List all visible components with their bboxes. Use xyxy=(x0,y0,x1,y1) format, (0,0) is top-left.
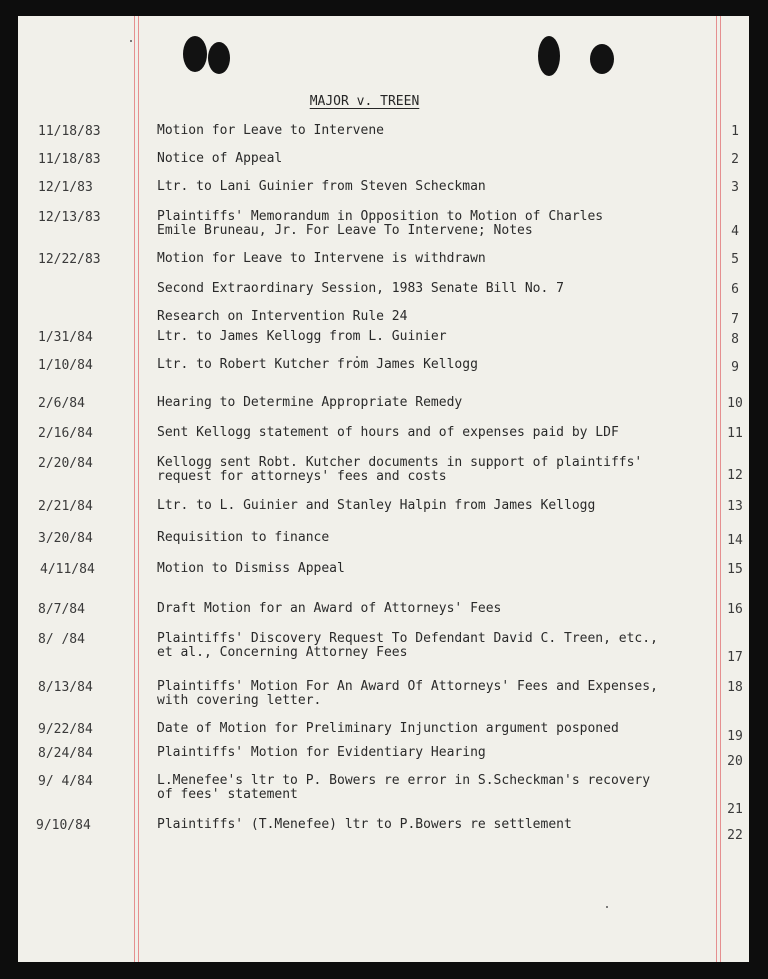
entry-date: 2/20/84 xyxy=(38,456,93,471)
entry-number: 6 xyxy=(731,282,739,297)
entry-date: 9/10/84 xyxy=(36,818,91,833)
entry-row xyxy=(18,456,749,496)
entry-date: 2/6/84 xyxy=(38,396,85,411)
entry-description: Kellogg sent Robt. Kutcher documents in support of plaintiffs' request for attorneys' fees and costs xyxy=(157,455,643,484)
entry-description: L.Menefee's ltr to P. Bowers re error in S.Scheckman's recovery of fees' statement xyxy=(157,773,651,802)
entry-description: Ltr. to L. Guinier and Stanley Halpin from James Kellogg xyxy=(157,498,596,513)
entry-number: 9 xyxy=(731,360,739,375)
entry-date: 12/22/83 xyxy=(38,252,101,267)
entry-description: Hearing to Determine Appropriate Remedy xyxy=(157,395,463,410)
entry-number: 3 xyxy=(731,180,739,195)
entry-row xyxy=(18,632,749,672)
entry-number: 16 xyxy=(727,602,743,617)
document-title xyxy=(18,94,749,109)
entry-description: Plaintiffs' Discovery Request To Defendant David C. Treen, etc., et al., Concerning Attorney Fees xyxy=(157,631,658,660)
entry-date: 8/ /84 xyxy=(38,632,85,647)
entry-number: 20 xyxy=(727,754,743,769)
document-title-text: MAJOR v. TREEN xyxy=(309,94,420,109)
entry-number: 17 xyxy=(727,650,743,665)
entry-date: 9/22/84 xyxy=(38,722,93,737)
entry-number: 1 xyxy=(731,124,739,139)
punch-hole xyxy=(538,36,560,76)
entry-number: 13 xyxy=(727,499,743,514)
entry-number: 8 xyxy=(731,332,739,347)
entry-row xyxy=(18,773,749,817)
entry-date: 12/1/83 xyxy=(38,180,93,195)
entry-row xyxy=(18,680,749,720)
entry-description: Sent Kellogg statement of hours and of expenses paid by LDF xyxy=(157,425,619,440)
paper-speck xyxy=(130,40,132,42)
entry-number: 5 xyxy=(731,252,739,267)
paper-speck xyxy=(606,906,608,908)
entry-row xyxy=(18,818,749,858)
entry-description: Notice of Appeal xyxy=(157,151,283,166)
entry-row xyxy=(18,562,749,602)
entry-description: Date of Motion for Preliminary Injunction argument posponed xyxy=(157,721,619,736)
entry-number: 22 xyxy=(727,828,743,843)
punch-hole xyxy=(590,44,614,74)
entry-number: 21 xyxy=(727,802,743,817)
entry-date: 12/13/83 xyxy=(38,210,101,225)
entry-number: 2 xyxy=(731,152,739,167)
entry-description: Motion to Dismiss Appeal xyxy=(157,561,345,576)
entry-number: 18 xyxy=(727,680,743,695)
entry-number: 11 xyxy=(727,426,743,441)
entry-number: 10 xyxy=(727,396,743,411)
entry-date: 8/13/84 xyxy=(38,680,93,695)
entry-date: 9/ 4/84 xyxy=(38,774,93,789)
entry-description: Research on Intervention Rule 24 xyxy=(157,309,408,324)
entry-description: Motion for Leave to Intervene xyxy=(157,123,384,138)
entry-date: 1/10/84 xyxy=(38,358,93,373)
entry-description: Plaintiffs' Memorandum in Opposition to Motion of Charles Emile Bruneau, Jr. For Leave To Intervene; Notes xyxy=(157,209,604,238)
entry-date: 8/7/84 xyxy=(38,602,85,617)
entry-date: 2/21/84 xyxy=(38,499,93,514)
entry-number: 19 xyxy=(727,729,743,744)
entry-date: 1/31/84 xyxy=(38,330,93,345)
entry-description: Ltr. to Robert Kutcher from James Kellogg xyxy=(157,357,478,372)
entry-number: 14 xyxy=(727,533,743,548)
entry-number: 7 xyxy=(731,312,739,327)
entry-description: Ltr. to Lani Guinier from Steven Scheckman xyxy=(157,179,486,194)
entry-date: 2/16/84 xyxy=(38,426,93,441)
entry-description: Plaintiffs' Motion For An Award Of Attorneys' Fees and Expenses, with covering letter. xyxy=(157,679,658,708)
entry-number: 12 xyxy=(727,468,743,483)
entry-date: 3/20/84 xyxy=(38,531,93,546)
punch-hole xyxy=(208,42,230,74)
entry-date: 4/11/84 xyxy=(40,562,95,577)
entry-description: Plaintiffs' Motion for Evidentiary Hearing xyxy=(157,745,486,760)
entry-description: Draft Motion for an Award of Attorneys' Fees xyxy=(157,601,502,616)
entry-date: 11/18/83 xyxy=(38,124,101,139)
entry-number: 15 xyxy=(727,562,743,577)
entry-row xyxy=(18,358,749,398)
entry-description: Plaintiffs' (T.Menefee) ltr to P.Bowers re settlement xyxy=(157,817,572,832)
entry-row xyxy=(18,210,749,250)
entry-description: Ltr. to James Kellogg from L. Guinier xyxy=(157,329,447,344)
entry-number: 4 xyxy=(731,224,739,239)
document-page xyxy=(18,16,749,962)
entry-description: Motion for Leave to Intervene is withdrawn xyxy=(157,251,486,266)
entry-date: 11/18/83 xyxy=(38,152,101,167)
entry-description: Second Extraordinary Session, 1983 Senate Bill No. 7 xyxy=(157,281,564,296)
entry-date: 8/24/84 xyxy=(38,746,93,761)
punch-hole xyxy=(183,36,207,72)
entry-description: Requisition to finance xyxy=(157,530,330,545)
